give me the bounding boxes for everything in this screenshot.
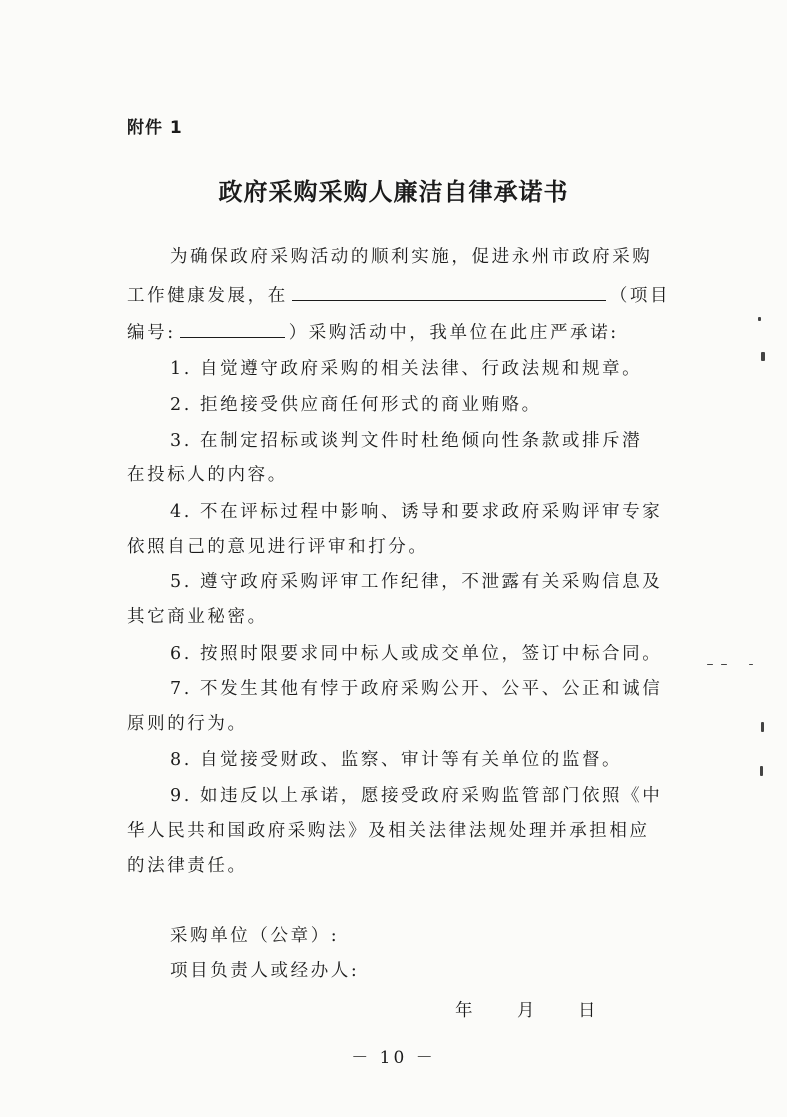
intro-line-2 bbox=[127, 282, 670, 307]
item-2: 2. 拒绝接受供应商任何形式的商业贿赂。 bbox=[170, 395, 542, 415]
intro-text-3a: 编号: bbox=[127, 323, 176, 343]
item-3-line-1: 3. 在制定招标或谈判文件时杜绝倾向性条款或排斥潜 bbox=[170, 431, 643, 451]
item-1: 1. 自觉遵守政府采购的相关法律、行政法规和规章。 bbox=[170, 359, 643, 379]
item-9-line-2: 华人民共和国政府采购法》及相关法律法规处理并承担相应 bbox=[127, 821, 650, 841]
project-responsible-person-label: 项目负责人或经办人: bbox=[170, 961, 360, 981]
date-month-label: 月 bbox=[517, 1001, 535, 1021]
item-3-line-2: 在投标人的内容。 bbox=[127, 465, 288, 485]
item-8: 8. 自觉接受财政、监察、审计等有关单位的监督。 bbox=[170, 750, 623, 770]
item-6: 6. 按照时限要求同中标人或成交单位，签订中标合同。 bbox=[170, 644, 663, 664]
item-7-line-2: 原则的行为。 bbox=[127, 714, 248, 734]
date-day-label: 日 bbox=[578, 1001, 596, 1021]
item-4-line-2: 依照自己的意见进行评审和打分。 bbox=[127, 537, 429, 557]
item-5-line-1: 5. 遵守政府采购评审工作纪律，不泄露有关采购信息及 bbox=[170, 572, 663, 592]
scan-speck bbox=[721, 664, 727, 665]
document-title: 政府采购采购人廉洁自律承诺书 bbox=[218, 177, 569, 206]
page-number: － 10 － bbox=[351, 1048, 436, 1068]
item-9-line-3: 的法律责任。 bbox=[127, 856, 248, 876]
intro-text-2b: （项目 bbox=[609, 286, 671, 306]
intro-line-3 bbox=[127, 319, 619, 344]
project-number-blank bbox=[180, 320, 285, 338]
date-year-label: 年 bbox=[455, 1001, 473, 1021]
item-7-line-1: 7. 不发生其他有悖于政府采购公开、公平、公正和诚信 bbox=[170, 679, 663, 699]
attachment-label: 附件 1 bbox=[127, 118, 183, 138]
item-4-line-1: 4. 不在评标过程中影响、诱导和要求政府采购评审专家 bbox=[170, 502, 663, 522]
project-name-blank bbox=[292, 283, 606, 301]
intro-line-1 bbox=[170, 243, 652, 268]
scan-speck bbox=[749, 664, 753, 665]
scan-speck bbox=[758, 317, 761, 321]
item-5-line-2: 其它商业秘密。 bbox=[127, 607, 268, 627]
item-9-line-1: 9. 如违反以上承诺，愿接受政府采购监管部门依照《中 bbox=[170, 786, 663, 806]
scan-speck bbox=[761, 352, 765, 361]
intro-text-1: 为确保政府采购活动的顺利实施，促进永州市政府采购 bbox=[170, 247, 653, 267]
scan-speck bbox=[760, 766, 763, 776]
intro-text-2a: 工作健康发展，在 bbox=[127, 286, 288, 306]
purchasing-unit-seal-label: 采购单位（公章）: bbox=[170, 926, 340, 946]
scan-speck bbox=[761, 722, 764, 732]
scan-speck bbox=[707, 664, 713, 665]
intro-text-3b: ）采购活动中，我单位在此庄严承诺: bbox=[288, 323, 619, 343]
